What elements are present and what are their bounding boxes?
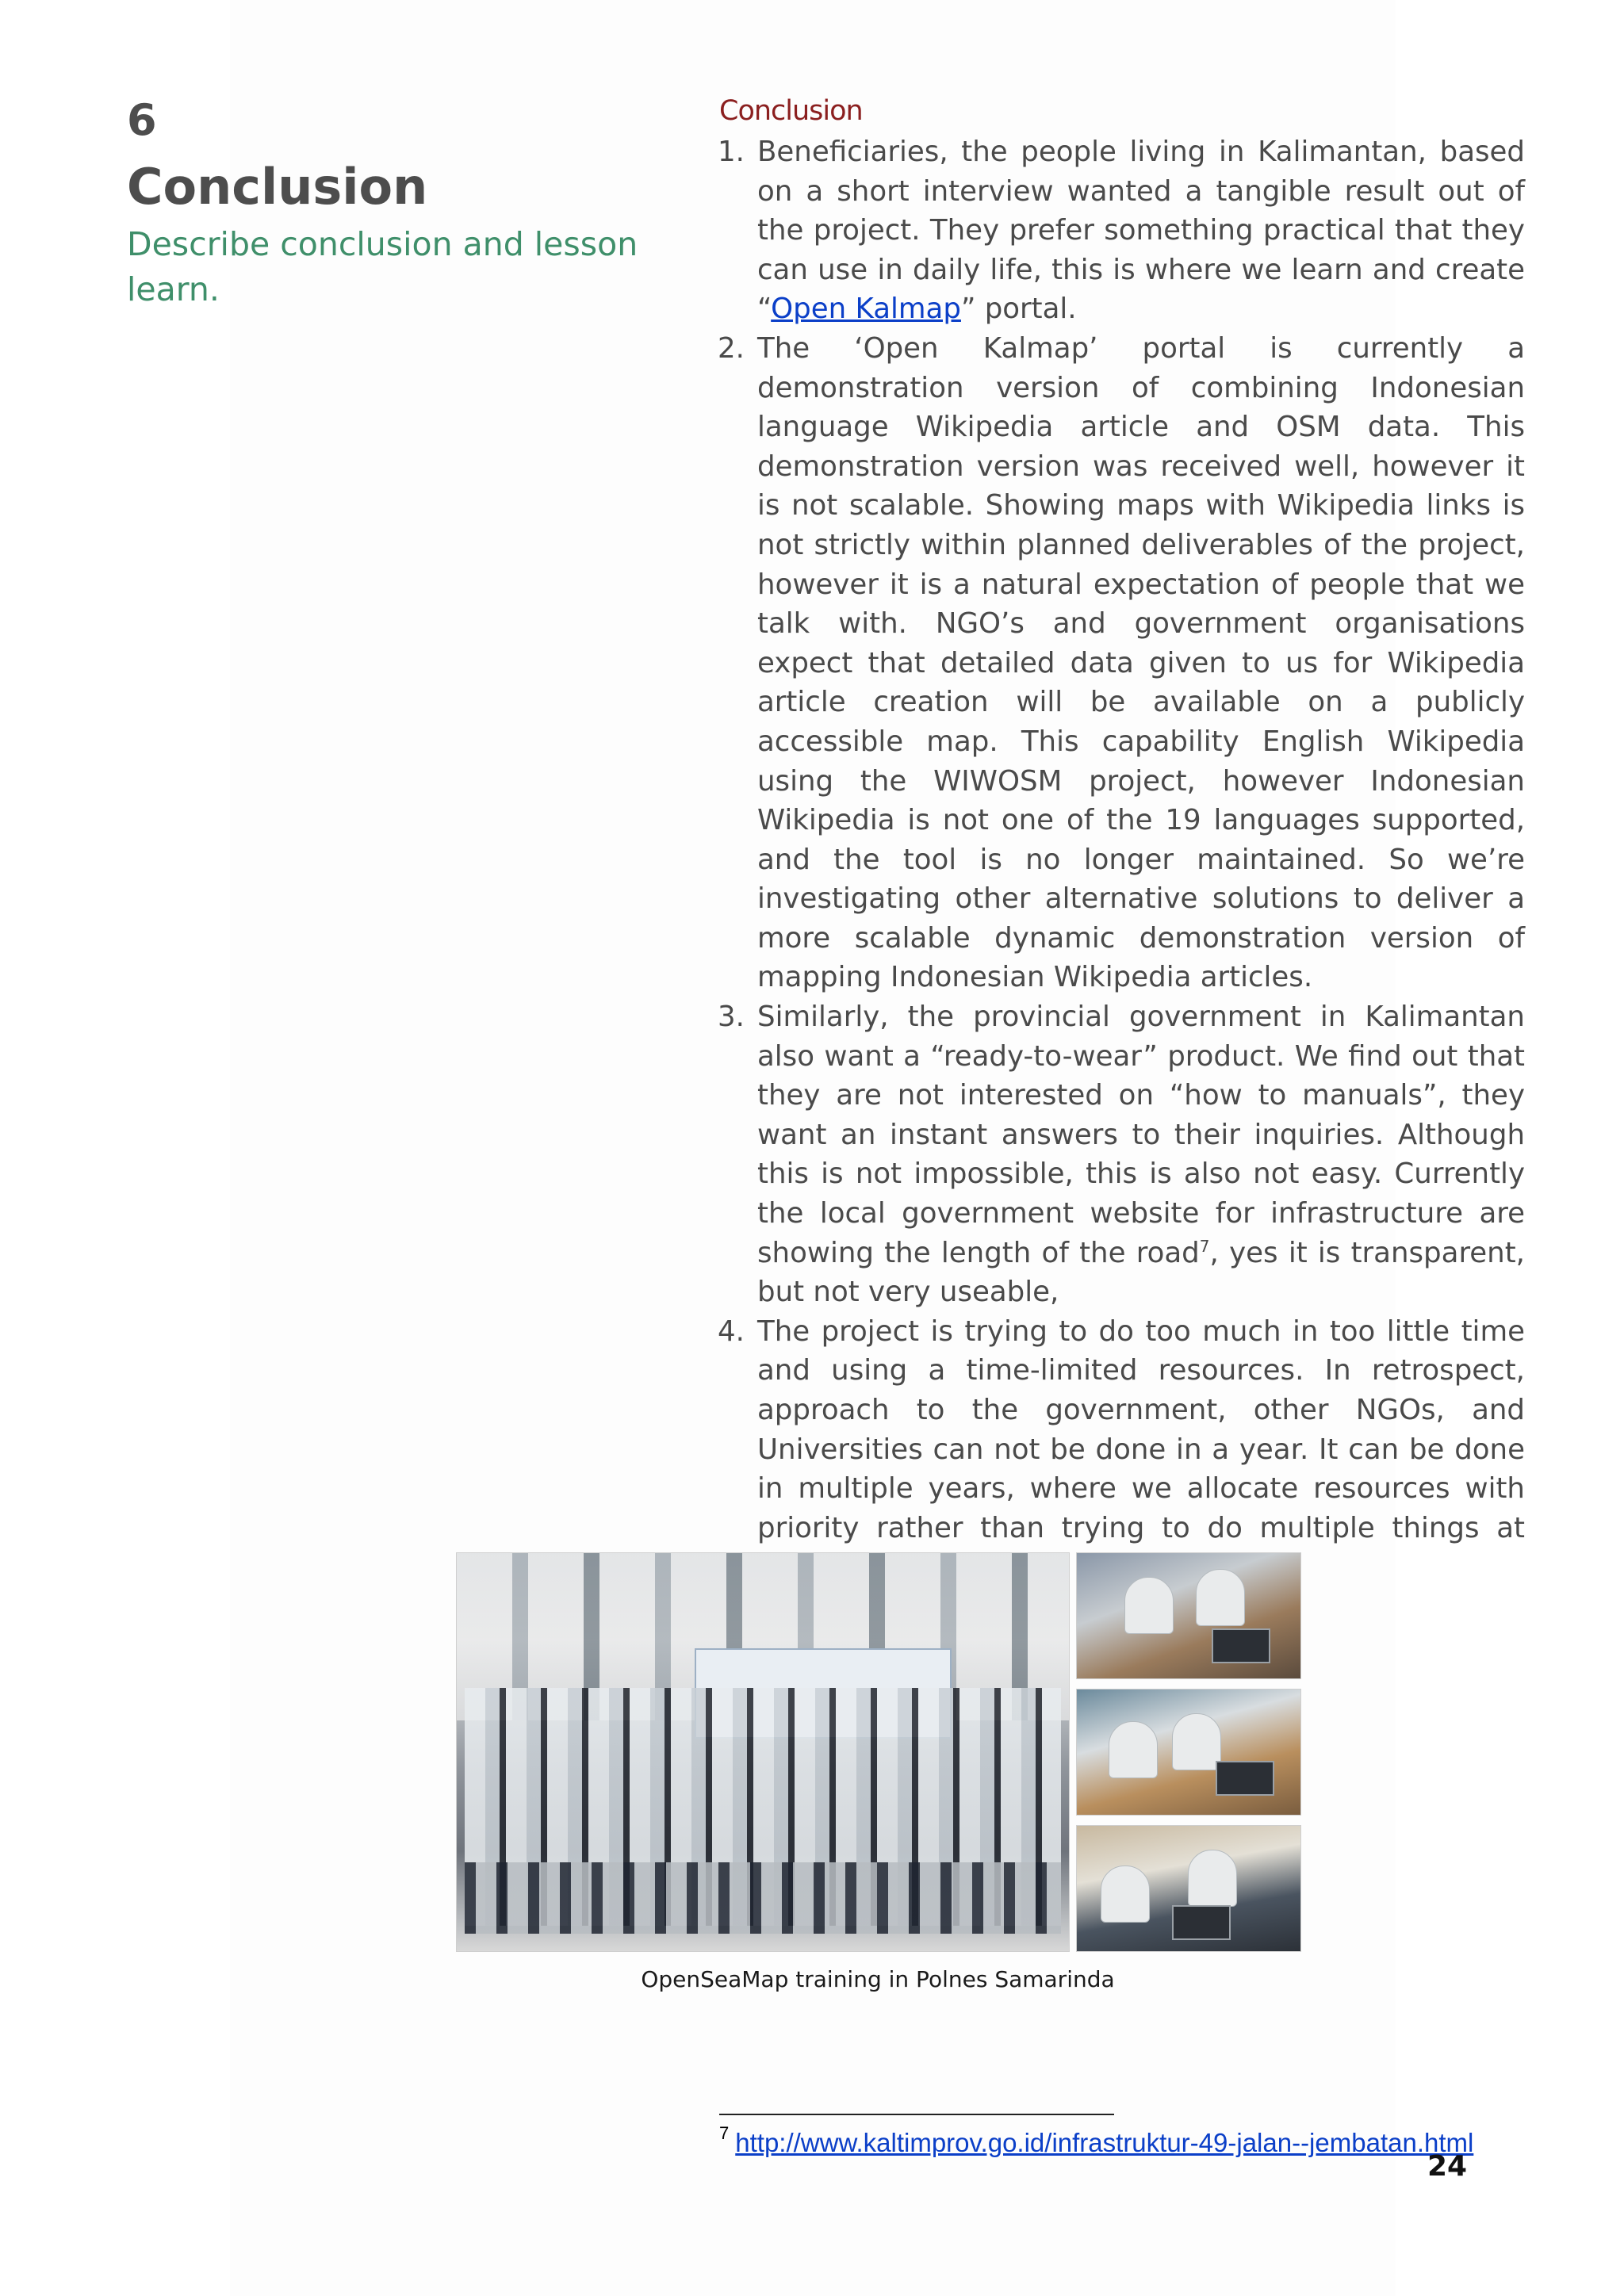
list-item-text: , yes it is transparent, but not very useable,	[757, 1236, 1525, 1309]
conclusion-list	[718, 132, 1525, 1587]
chapter-subtitle: Describe conclusion and lesson learn.	[127, 225, 638, 308]
list-item-text: ” portal.	[960, 293, 1077, 326]
list-item	[718, 1312, 1525, 1587]
list-item	[718, 329, 1525, 997]
list-item-number: 4.	[718, 1314, 745, 1348]
trainees-front-row	[465, 1862, 1061, 1934]
list-item-number: 2.	[718, 331, 745, 365]
chapter-number: 6	[127, 95, 157, 145]
training-photo-2	[1076, 1689, 1301, 1816]
list-item-text: The ‘Open Kalmap’ portal is currently a demonstration version of combining Indonesian language Wikipedia article and OSM data. This demonstration version was received well, however it is not scalable. Showing maps with Wikipedia links is not strictly within planned deliverables of the project, however it is a natural expectation of people that we talk with. NGO’s and government organisations expect that detailed data given to us for Wikipedia article creation will be available on a publicly accessible map. This capability English Wikipedia using the WIWOSM project, however Indonesian Wikipedia is not one of the 19 languages supported, and the tool is no longer maintained. So we’re investigating other alternative solutions to deliver a more scalable dynamic demonstration version of mapping Indonesian Wikipedia articles.	[757, 331, 1525, 994]
list-item	[718, 132, 1525, 329]
open-kalmap-link[interactable]: Open Kalmap	[771, 293, 961, 326]
laptop	[1172, 1905, 1231, 1940]
footnote	[719, 2123, 1474, 2158]
section-heading: Conclusion	[719, 95, 863, 127]
chapter-title: Conclusion	[127, 158, 428, 216]
trainee-figure	[1188, 1850, 1237, 1907]
trainee-figure	[1109, 1721, 1158, 1778]
footnote-divider	[719, 2114, 1114, 2115]
training-photo-3	[1076, 1825, 1301, 1952]
list-item-number: 3.	[718, 1001, 745, 1034]
laptop	[1216, 1761, 1274, 1796]
list-item-text: Beneficiaries, the people living in Kalimantan, based on a short interview wanted a tangible result out of the project. They prefer something practical that they can use in daily life, this is where we learn and create “	[757, 136, 1525, 326]
footnote-number: 7	[719, 2123, 730, 2143]
footnote-link[interactable]: http://www.kaltimprov.go.id/infrastruktur-49-jalan--jembatan.html	[735, 2128, 1474, 2157]
trainee-figure	[1172, 1713, 1221, 1770]
list-item-text: The project is trying to do too much in too little time and using a time-limited resources. In retrospect, approach to the government, other NGOs, and Universities can not be done in a year. It can be done in multiple years, where we allocate resources with priority rather than trying to do multiple things at	[757, 1314, 1525, 1544]
list-item	[718, 997, 1525, 1312]
trainee-figure	[1101, 1866, 1150, 1923]
trainee-figure	[1124, 1577, 1174, 1634]
group-photo	[456, 1552, 1070, 1952]
figure-caption: OpenSeaMap training in Polnes Samarinda	[641, 1966, 1115, 1992]
trainee-figure	[1196, 1569, 1245, 1626]
footnote-reference[interactable]: 7	[1199, 1236, 1210, 1256]
page-number: 24	[1427, 2150, 1468, 2183]
list-item-text: Similarly, the provincial government in Kalimantan also want a “ready-to-wear” product. We find out that they are not interested on “how to manuals”, they want an instant answers to their inquiries. Although this is not impossible, this is also not easy. Currently the local government website for infrastructure are showing the length of the road	[757, 1001, 1525, 1269]
training-photo-1	[1076, 1552, 1301, 1679]
laptop	[1212, 1628, 1270, 1663]
list-item-number: 1.	[718, 136, 745, 168]
